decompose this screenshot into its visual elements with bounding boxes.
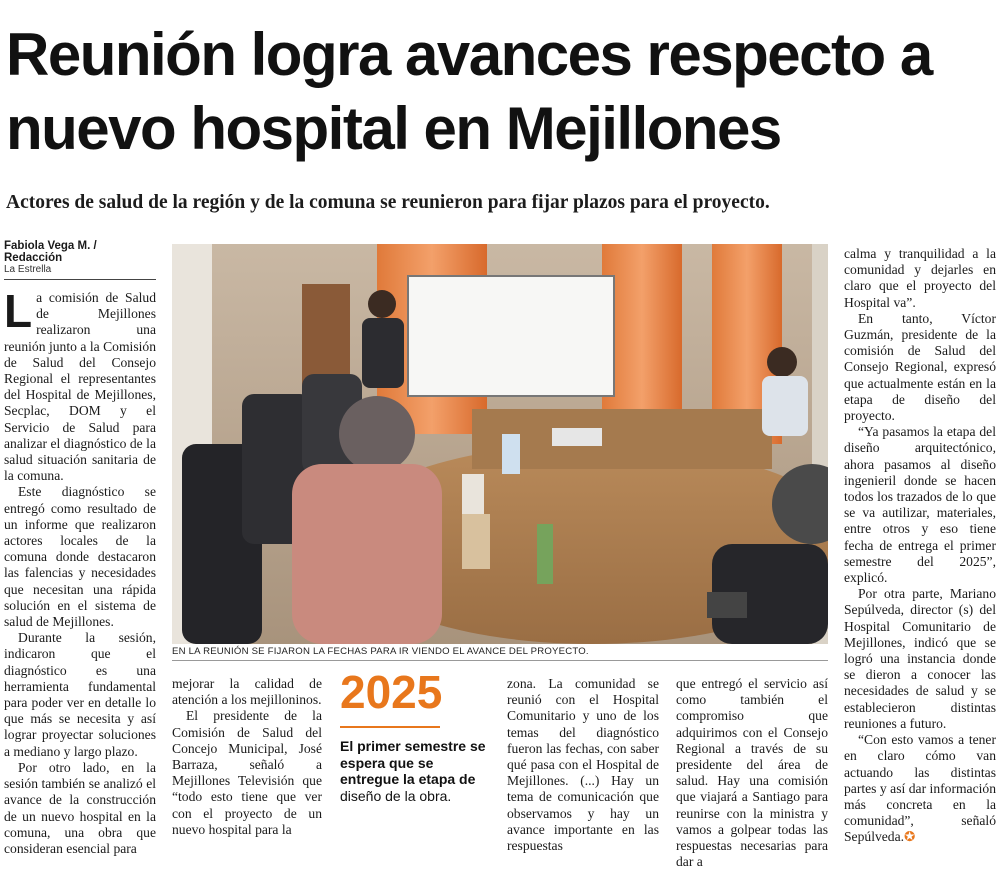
byline-author: Fabiola Vega M. / Redacción xyxy=(4,240,97,264)
paragraph: que entregó el servicio así como también el compromiso que adquirimos con el Consejo Regional a través de su presidente del área de salud. Hay una comisión que viajará a Santiago para reunirse con la ministra y vamos a golpear todas las respuestas necesarias para dar a xyxy=(676,676,828,870)
paragraph: Por otra parte, Mariano Sepúlveda, director (s) del Hospital Comunitario de Mejillones, indicó que se logró una instancia donde se dieron a conocer las necesidades de salud y se establecieron distintas reuniones a futuro. xyxy=(844,586,996,731)
pull-quote-rule xyxy=(340,726,440,728)
pull-quote-text: El primer semestre se espera que se entregue la etapa de diseño de la obra. xyxy=(340,738,486,804)
photo-caption: EN LA REUNIÓN SE FIJARON LA FECHAS PARA IR VIENDO EL AVANCE DEL PROYECTO. xyxy=(172,646,828,661)
byline xyxy=(4,240,156,280)
paragraph: El presidente de la Comisión de Salud del Concejo Municipal, José Barraza, señaló a Mejillones Televisión que “todo esto tiene que ver con el proyecto de un nuevo hospital para la xyxy=(172,708,322,837)
paragraph: En tanto, Víctor Guzmán, presidente de la comisión de Salud del Consejo Regional, expresó que actualmente están en la etapa de diseño del proyecto. xyxy=(844,310,996,424)
article-column-2 xyxy=(172,676,322,838)
article-column-5 xyxy=(844,246,996,846)
headline: Reunión logra avances respecto a nuevo hospital en Mejillones xyxy=(6,21,932,162)
drop-cap: L xyxy=(4,285,33,337)
byline-source: La Estrella xyxy=(4,264,52,275)
pull-quote xyxy=(340,668,492,804)
paragraph: “Ya pasamos la etapa del diseño arquitectónico, ahora pasamos al diseño ingenieril donde se hacen todos los trazados de lo que se va autilizar, materiales, entre otros y eso tiene fecha de entrega el primer semestre del 2025”, explicó. xyxy=(844,424,996,586)
subheadline: Actores de salud de la región y de la comuna se reunieron para fijar plazos para el proyecto. xyxy=(6,192,770,213)
article-column-3 xyxy=(507,676,659,854)
paragraph: La comisión de Salud de Mejillones realizaron una reunión junto a la Comisión de Salud del Consejo Regional el representantes del Hospital de Mejillones, Secplac, DOM y el Servicio de Salud para analizar el diagnóstico de la salud situación sanitaria de la comuna. xyxy=(4,285,156,484)
paragraph: Este diagnóstico se entregó como resultado de un informe que realizaron actores locales de la comuna donde destacaron las falencias y necesidades que necesitan una rápida solución en el sistema de salud de Mejillones. xyxy=(4,484,156,630)
article-column-4 xyxy=(676,676,828,870)
paragraph: calma y tranquilidad a la comunidad y dejarles en claro que el proyecto del Hospital va”. xyxy=(844,246,996,310)
paragraph: Durante la sesión, indicaron que el diagnóstico es una herramienta fundamental para poder ver en detalle lo que más se necesita y así lograr proyectar soluciones a mediano y largo plazo. xyxy=(4,630,156,759)
pull-quote-year: 2025 xyxy=(340,666,443,718)
end-mark-icon: ✪ xyxy=(904,829,916,845)
paragraph: Por otro lado, en la sesión también se analizó el avance de la construcción de un nuevo hospital en la comuna, una obra que consideran esencial para xyxy=(4,759,156,856)
article-column-1 xyxy=(4,285,156,857)
paragraph: “Con esto vamos a tener en claro cómo van actuando las distintas partes y así dar información más concreta en la comunidad”, señaló Sepúlveda.✪ xyxy=(844,732,996,845)
meeting-photo xyxy=(172,244,828,644)
paragraph: zona. La comunidad se reunió con el Hospital Comunitario y uno de los temas del diagnóstico fueron las fechas, con saber qué pasa con el Hospital de Mejillones. (...) Hay un tema de comunicación que observamos y hay un avance importante en las respuestas xyxy=(507,676,659,854)
paragraph: mejorar la calidad de atención a los mejilloninos. xyxy=(172,676,322,708)
